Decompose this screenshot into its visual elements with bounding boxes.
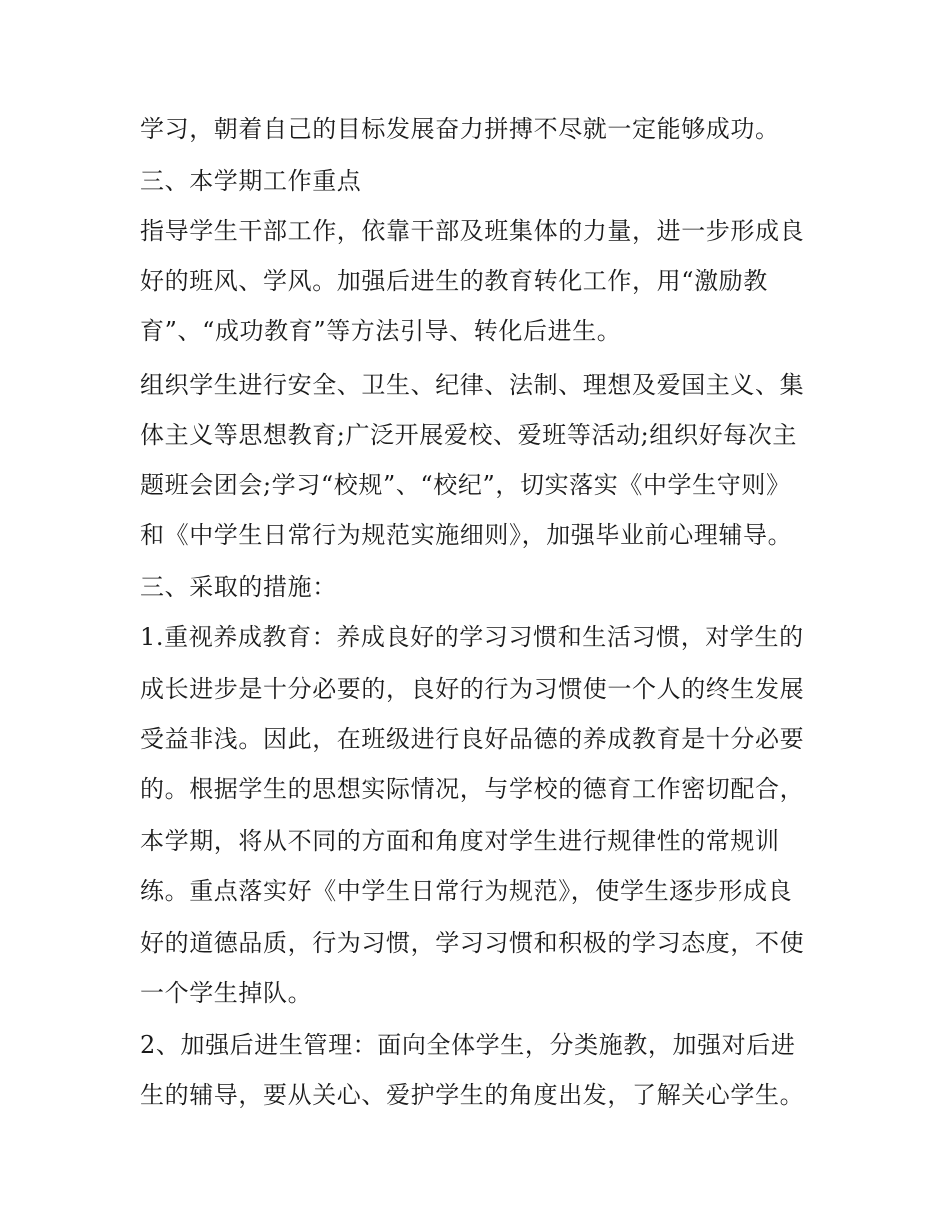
text-line: 指导学生干部工作，依靠干部及班集体的力量，进一步形成良 [140,217,805,245]
text-line: 成长进步是十分必要的，良好的行为习惯使一个人的终生发展 [140,675,805,703]
text-line: 好的班风、学风。加强后进生的教育转化工作，用“激励教 [140,267,768,295]
text-line: 学习，朝着自己的目标发展奋力拼搏不尽就一定能够成功。 [140,115,780,143]
text-line: 练。重点落实好《中学生日常行为规范》，使学生逐步形成良 [140,877,793,905]
section-heading: 三、本学期工作重点 [140,167,362,195]
text-line: 生的辅导，要从关心、爱护学生的角度出发，了解关心学生。 [140,1081,805,1109]
text-line: 一个学生掉队。 [140,979,313,1007]
text-line: 育”、“成功教育”等方法引导、转化后进生。 [140,317,622,345]
section-heading: 三、采取的措施： [140,573,337,601]
text-line: 受益非浅。因此，在班级进行良好品德的养成教育是十分必要 [140,725,805,753]
text-line: 的。根据学生的思想实际情况，与学校的德育工作密切配合， [140,775,805,803]
text-line: 好的道德品质，行为习惯，学习习惯和积极的学习态度，不使 [140,929,805,957]
text-line: 体主义等思想教育;广泛开展爱校、爱班等活动;组织好每次主 [140,421,797,449]
text-line: 1.重视养成教育：养成良好的学习习惯和生活习惯，对学生的 [140,623,804,651]
text-line: 和《中学生日常行为规范实施细则》，加强毕业前心理辅导。 [140,521,793,549]
text-line: 2、加强后进生管理：面向全体学生，分类施教，加强对后进 [140,1031,796,1059]
text-line: 组织学生进行安全、卫生、纪律、法制、理想及爱国主义、集 [140,371,805,399]
text-line: 题班会团会;学习“校规”、“校纪”，切实落实《中学生守则》 [140,471,791,499]
text-line: 本学期，将从不同的方面和角度对学生进行规律性的常规训 [140,827,780,855]
